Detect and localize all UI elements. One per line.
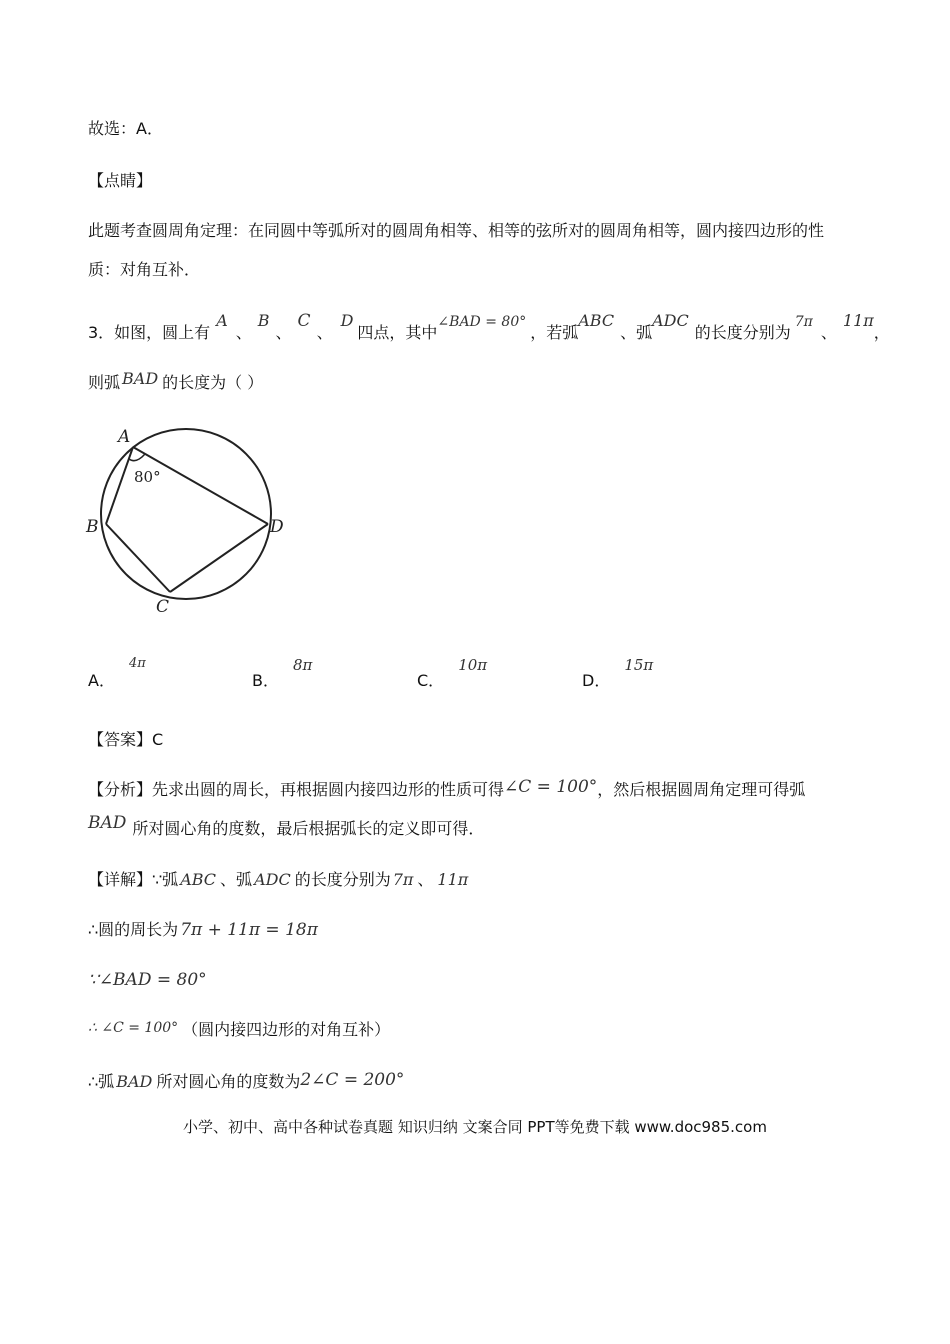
analysis-line-2 [88,813,485,840]
sep: 、 [235,323,252,342]
chord-bc [106,524,170,592]
math-angle-bad: ∠BAD = 80° [437,314,527,330]
math-BAD: BAD [88,813,127,833]
math-ABC: ABC [578,311,615,330]
math-ABC: ABC [180,870,217,889]
question-line-1 [88,311,890,345]
label-C: C [156,597,170,617]
analysis-text-b: ，然后根据圆周角定理可得弧 [597,780,806,799]
option-d [582,656,653,691]
detail-line-3 [88,969,207,991]
sep: 、 [316,323,333,342]
sep: 、 [417,870,434,889]
option-b [252,656,312,691]
label-A: A [118,427,131,447]
math-because-angle: ∵∠BAD = 80° [88,970,207,990]
option-b-value: 8π [292,656,313,674]
detail-line-4 [88,1019,390,1042]
option-a-label: A． [88,671,115,690]
question-line-2 [88,369,264,394]
math-D: D [340,311,354,330]
detail-reason-text: （圆内接四边形的对角互补） [182,1020,391,1039]
option-d-value: 15π [624,656,654,674]
circle [101,429,271,599]
dianjing-text-2: 质：对角互补． [88,260,201,279]
detail-central-angle-text: 所对圆心角的度数为 [156,1072,301,1091]
option-c [417,656,487,691]
option-c-label: C． [417,671,445,690]
chord-cd [170,524,268,592]
math-7pi: 7π [392,870,414,889]
math-C: C [297,311,311,331]
math-7pi: 7π [794,314,813,330]
math-11pi: 11π [842,311,874,330]
option-a [88,656,146,691]
option-b-label: B． [252,671,279,690]
math-circumference: 7π + 11π = 18π [180,920,318,940]
math-B: B [257,311,270,330]
math-ADC: ADC [652,311,689,330]
math-therefore-angle-c: ∴ ∠C = 100° [88,1020,179,1036]
line-gu-xuan: 故选：A． [88,119,163,138]
option-d-label: D． [582,671,611,690]
analysis-line-1 [88,779,805,801]
answer-line: 【答案】C [88,730,164,749]
arc-text: 、弧 [620,323,653,342]
analysis-text-c: 所对圆心角的度数，最后根据弧长的定义即可得． [132,819,485,838]
math-A: A [216,311,228,330]
dianjing-text-1: 此题考查圆周角定理：在同圆中等弧所对的圆周角相等、相等的弦所对的圆周角相等，圆内接四边形的性 [88,221,825,240]
sep: 、 [820,323,837,342]
detail-line-2 [88,919,318,941]
math-11pi: 11π [437,870,469,889]
math-central-angle: 2∠C = 200° [300,1070,405,1090]
chord-ab [106,447,133,524]
math-BAD: BAD [122,369,159,388]
detail-line-1 [88,869,468,891]
label-D: D [270,517,284,537]
four-points-text: 四点，其中 [357,323,438,342]
math-BAD: BAD [116,1072,153,1091]
angle-arc [129,454,145,461]
angle-label: 80° [134,468,161,486]
detail-arc-text: ∴弧 [88,1072,115,1091]
detail-circumference-text: ∴圆的周长为 [88,920,179,939]
math-ADC: ADC [254,870,291,889]
detail-line-5 [88,1071,404,1093]
circle-figure [84,420,284,620]
sep: 、 [275,323,292,342]
detail-text-b: 、弧 [220,870,253,889]
label-B: B [86,517,99,537]
length-text: 的长度分别为 [694,323,791,342]
option-c-value: 10π [458,656,488,674]
footer-text: 小学、初中、高中各种试卷真题 知识归纳 文案合同 PPT等免费下载 www.doc985.com [183,1118,767,1136]
math-angle-c: ∠C = 100° [504,777,598,797]
heading-dianjing: 【点睛】 [88,171,153,190]
detail-text-a: 【详解】∵弧 [88,870,179,889]
comma: ， [873,323,890,342]
question-number: 3．如图，圆上有 [88,323,211,342]
option-a-value: 4π [128,656,146,671]
detail-text-c: 的长度分别为 [294,870,391,889]
length-is-text: 的长度为（ ） [162,373,264,392]
if-arc-text: ，若弧 [530,323,579,342]
analysis-text-a: 【分析】先求出圆的周长，再根据圆内接四边形的性质可得 [88,780,505,799]
then-arc-text: 则弧 [88,373,121,392]
